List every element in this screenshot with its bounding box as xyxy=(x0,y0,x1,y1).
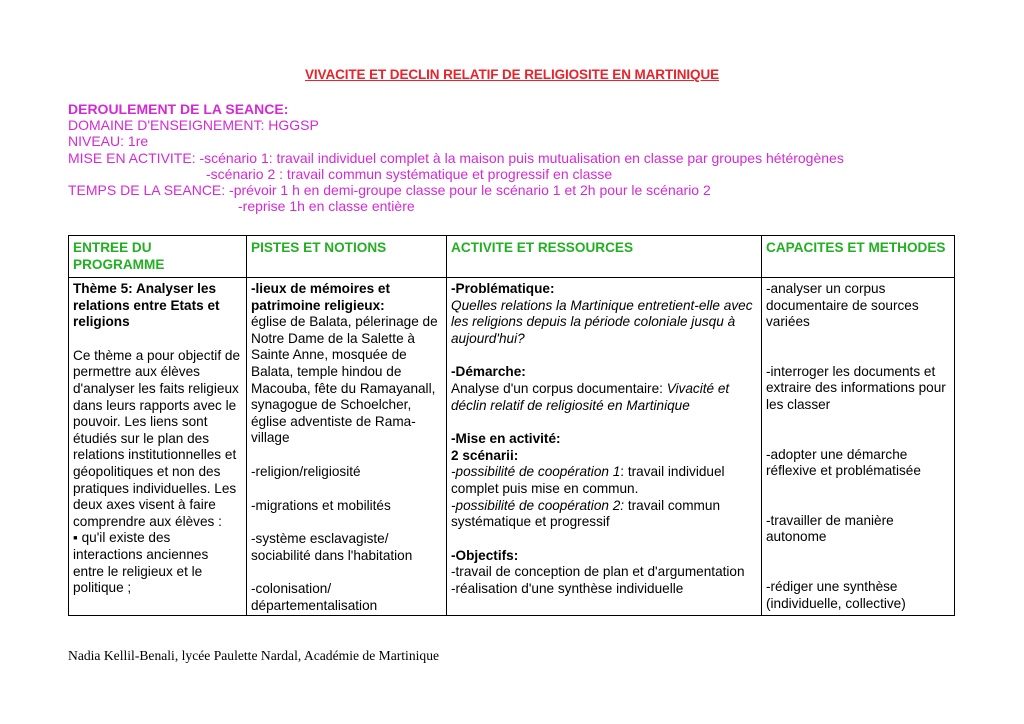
theme-bullet: ▪ qu'il existe des interactions anciennes entre le religieux et le politique ; xyxy=(73,530,209,596)
cell-capacites xyxy=(762,278,955,616)
cell-pistes xyxy=(247,278,447,616)
header-pistes: PISTES ET NOTIONS xyxy=(247,236,447,278)
demarche-title: -Démarche: xyxy=(451,364,526,380)
temps-line-2: -reprise 1h en classe entière xyxy=(238,198,415,215)
domaine-line: DOMAINE D'ENSEIGNEMENT: HGGSP xyxy=(68,117,319,134)
mise-en-activite-title: -Mise en activité: xyxy=(451,431,561,447)
capacite-1: -analyser un corpus documentaire de sources variées xyxy=(766,281,919,330)
problematique-text: Quelles relations la Martinique entretient-elle avec les religions depuis la période coloniale jusqu à aujourd'hui? xyxy=(451,297,753,346)
header-entree: ENTREE DU PROGRAMME xyxy=(69,236,247,278)
session-info xyxy=(68,101,844,214)
demarche-corpus-title: Vivacité et déclin relatif de religiosité en Martinique xyxy=(451,380,730,413)
temps-line-1: TEMPS DE LA SEANCE: -prévoir 1 h en demi-groupe classe pour le scénario 1 et 2h pour le scénario 2 xyxy=(68,182,711,199)
niveau-line: NIVEAU: 1re xyxy=(68,133,149,150)
program-table xyxy=(68,235,955,616)
header-capacites: CAPACITES ET METHODES xyxy=(762,236,955,278)
capacite-2: -interroger les documents et extraire des informations pour les classer xyxy=(766,363,946,412)
table-row xyxy=(69,278,955,616)
notion-religion: -religion/religiosité xyxy=(251,463,361,479)
notion-colonisation: -colonisation/ départementalisation xyxy=(251,581,378,613)
objectif-2: -réalisation d'une synthèse individuelle xyxy=(451,580,684,596)
lieux-list: église de Balata, pélerinage de Notre Dame de la Salette à Sainte Anne, mosquée de Balata, temple hindou de Macouba, fête du Ramayanall, synagogue de Schoelcher, église adventiste de Rama-village xyxy=(251,314,438,446)
capacite-3: -adopter une démarche réflexive et problématisée xyxy=(766,446,921,479)
header-activite: ACTIVITE ET RESSOURCES xyxy=(447,236,762,278)
deroulement-heading: DEROULEMENT DE LA SEANCE: xyxy=(68,101,289,117)
notion-esclavage: -système esclavagiste/ sociabilité dans l'habitation xyxy=(251,531,413,563)
cell-entree xyxy=(69,278,247,616)
demarche-text: Analyse d'un corpus documentaire: Vivacité et déclin relatif de religiosité en Martinique xyxy=(451,380,730,413)
capacite-4: -travailler de manière autonome xyxy=(766,512,894,545)
table-header-row xyxy=(69,236,955,278)
mise-en-activite-line-1: MISE EN ACTIVITE: -scénario 1: travail individuel complet à la maison puis mutualisation en classe par groupes hétérogènes xyxy=(68,149,844,166)
lieux-title: -lieux de mémoires et patrimoine religieux: xyxy=(251,281,391,313)
scenario-2: -possibilité de coopération 2: travail commun systématique et progressif xyxy=(451,497,721,530)
document-title: VIVACITE ET DECLIN RELATIF DE RELIGIOSITE EN MARTINIQUE xyxy=(304,67,719,82)
mise-en-activite-line-2: -scénario 2 : travail commun systématique et progressif en classe xyxy=(206,165,613,182)
theme-title: Thème 5: Analyser les relations entre Etats et religions xyxy=(73,281,220,330)
author-footer: Nadia Kellil-Benali, lycée Paulette Nardal, Académie de Martinique xyxy=(68,648,440,663)
notion-migrations: -migrations et mobilités xyxy=(251,497,391,513)
capacite-5: -rédiger une synthèse (individuelle, collective) xyxy=(766,578,906,611)
scenarii-title: 2 scénarii: xyxy=(451,447,519,463)
theme-description: Ce thème a pour objectif de permettre aux élèves d'analyser les faits religieux dans leurs rapports avec le pouvoir. Les liens sont étudiés sur le plan des relations institutionnelles et géopolitiques et non des pratiques individuelles. Les deux axes visent à faire comprendre aux élèves : xyxy=(73,347,241,529)
objectif-1: -travail de conception de plan et d'argumentation xyxy=(451,564,745,580)
cell-activite xyxy=(447,278,762,616)
problematique-title: -Problématique: xyxy=(451,281,555,296)
objectifs-title: -Objectifs: xyxy=(451,547,519,563)
scenario-1: -possibilité de coopération 1: travail individuel complet puis mise en commun. xyxy=(451,464,725,496)
